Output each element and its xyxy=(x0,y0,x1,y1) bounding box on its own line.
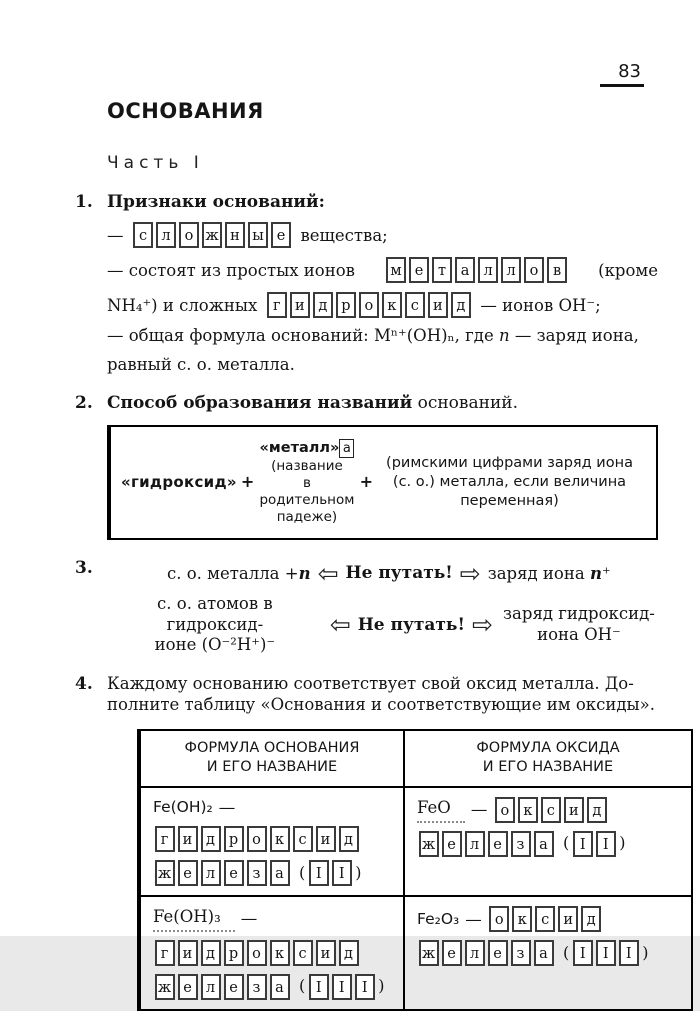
letter-box: и xyxy=(564,797,584,823)
item-number: 3. xyxy=(75,557,93,578)
dash: — xyxy=(470,800,488,820)
task-1-heading: Признаки оснований: xyxy=(107,192,325,213)
page-number: 83 xyxy=(600,60,644,87)
header-text: И ЕГО НАЗВАНИЕ xyxy=(482,759,614,776)
arrow-right-icon: ⇨ xyxy=(471,610,493,640)
paren-close: ) xyxy=(642,942,649,962)
math-n: n xyxy=(298,563,311,583)
item-number: 4. xyxy=(75,673,93,694)
letter-box: и xyxy=(178,940,198,966)
task-3 xyxy=(75,557,658,656)
line-text: вещества; xyxy=(300,225,388,245)
task-4 xyxy=(75,673,658,1011)
letter-box: л xyxy=(465,940,485,966)
letter-box: ж xyxy=(419,940,439,966)
letter-box-word xyxy=(153,940,360,966)
letter-box: с xyxy=(541,797,561,823)
table-header-oxide xyxy=(405,731,691,788)
formula-line xyxy=(153,906,391,931)
letter-box: д xyxy=(587,797,607,823)
warn-label: Не путать! xyxy=(345,563,453,584)
task-1 xyxy=(75,191,658,375)
term-text: с. о. атомов в гидроксид- xyxy=(157,593,273,634)
scheme-charge-note xyxy=(377,454,642,511)
letter-box: к xyxy=(382,292,402,318)
name-line-1 xyxy=(153,940,391,966)
letter-box: к xyxy=(518,797,538,823)
superscript: ⁺ xyxy=(601,563,611,583)
letter-box: е xyxy=(178,860,198,886)
letter-box: с xyxy=(535,906,555,932)
letter-box: о xyxy=(359,292,379,318)
roman-box-word xyxy=(307,860,353,886)
letter-box: т xyxy=(432,257,452,283)
letter-box: I xyxy=(573,940,593,966)
table-header-base xyxy=(141,731,405,788)
heading-rest: оснований. xyxy=(412,393,519,414)
letter-box: д xyxy=(339,826,359,852)
letter-box-word xyxy=(385,257,569,283)
letter-box: а xyxy=(270,974,290,1000)
paren-open: ( xyxy=(563,833,570,853)
letter-box: I xyxy=(332,860,352,886)
task-1-line-4 xyxy=(107,325,658,346)
left-term xyxy=(107,594,323,656)
oxide-table xyxy=(137,729,693,1011)
header-text: ФОРМУЛА ОКСИДА xyxy=(476,739,620,756)
letter-box: I xyxy=(309,860,329,886)
task-4-text-line-1: Каждому основанию соответствует свой оксид металла. До- xyxy=(107,673,634,693)
dash: — xyxy=(218,797,236,817)
scheme-metal xyxy=(258,439,355,526)
letter-box: л xyxy=(501,257,521,283)
scheme-hydroxide: «гидроксид» xyxy=(121,472,237,491)
letter-box: ж xyxy=(155,974,175,1000)
letter-box: I xyxy=(355,974,375,1000)
letter-box: а xyxy=(534,940,554,966)
letter-box: ы xyxy=(248,222,268,248)
task-1-line-3 xyxy=(107,292,658,318)
letter-box-word xyxy=(265,292,472,318)
term-text: ионе (O⁻²H⁺)⁻ xyxy=(154,635,276,655)
task-2-heading xyxy=(107,392,658,414)
math-n: n xyxy=(589,563,602,583)
plus-sign: + xyxy=(240,472,255,492)
scheme-note: (римскими цифрами заряд иона xyxy=(386,455,633,472)
letter-box: р xyxy=(224,940,244,966)
letter-box: с xyxy=(293,826,313,852)
letter-box: I xyxy=(573,831,593,857)
letter-box: д xyxy=(201,826,221,852)
term-text: заряд гидроксид- xyxy=(503,604,655,624)
dont-confuse-row-1 xyxy=(107,558,658,588)
letter-box: а xyxy=(455,257,475,283)
letter-box-word xyxy=(417,940,555,966)
scheme-note: в родительном xyxy=(259,475,355,509)
paren-open: ( xyxy=(299,862,306,882)
letter-box: л xyxy=(478,257,498,283)
paren-close: ) xyxy=(355,862,362,882)
naming-scheme-box xyxy=(107,425,658,540)
letter-box: з xyxy=(511,940,531,966)
task-1-line-1 xyxy=(107,222,658,248)
header-text: ФОРМУЛА ОСНОВАНИЯ xyxy=(184,739,360,756)
letter-box: I xyxy=(619,940,639,966)
table-row-2-base xyxy=(141,897,405,1008)
formula-text: Fe₂O₃ xyxy=(417,910,460,929)
roman-box-word xyxy=(571,831,617,857)
task-1-line-5: равный с. о. металла. xyxy=(107,354,295,374)
letter-box: с xyxy=(133,222,153,248)
table-row-1-oxide xyxy=(405,788,691,897)
line-text: — состоят из простых ионов xyxy=(107,260,355,280)
name-line-1 xyxy=(153,826,391,852)
letter-box: и xyxy=(428,292,448,318)
scheme-note: переменная) xyxy=(460,493,559,510)
letter-box: о xyxy=(524,257,544,283)
letter-box-word xyxy=(153,974,291,1000)
letter-box: р xyxy=(336,292,356,318)
paren-close: ) xyxy=(378,976,385,996)
right-term xyxy=(500,604,658,645)
letter-box: а xyxy=(534,831,554,857)
letter-box: о xyxy=(247,826,267,852)
formula-line xyxy=(417,906,679,932)
letter-box: о xyxy=(489,906,509,932)
scheme-note: (название xyxy=(271,458,343,475)
letter-box: е xyxy=(442,940,462,966)
name-line-2 xyxy=(417,831,679,857)
scheme-note: падеже) xyxy=(276,509,338,526)
letter-box-word xyxy=(153,860,291,886)
metal-word: «металл» xyxy=(259,440,340,457)
line-text: NH₄⁺) и сложных xyxy=(107,295,258,315)
letter-box: к xyxy=(512,906,532,932)
header-text: И ЕГО НАЗВАНИЕ xyxy=(206,759,338,776)
letter-box: е xyxy=(488,831,508,857)
formula-line xyxy=(417,797,679,823)
letter-box: д xyxy=(451,292,471,318)
letter-box: с xyxy=(405,292,425,318)
letter-box-word xyxy=(488,906,603,932)
letter-box: а xyxy=(339,439,354,458)
letter-box: ж xyxy=(419,831,439,857)
letter-box: ж xyxy=(155,860,175,886)
dont-confuse-row-2 xyxy=(107,594,658,656)
right-term xyxy=(488,563,611,584)
line-text: — заряд иона, xyxy=(509,326,639,346)
letter-box: л xyxy=(201,974,221,1000)
arrow-right-icon: ⇨ xyxy=(459,558,481,588)
letter-box: и xyxy=(316,940,336,966)
letter-box: г xyxy=(155,826,175,852)
letter-box: е xyxy=(224,974,244,1000)
filled-answer: FeO xyxy=(417,797,465,822)
paren-close: ) xyxy=(619,833,626,853)
letter-box: I xyxy=(332,974,352,1000)
item-number: 1. xyxy=(75,192,93,213)
dash: — xyxy=(465,909,482,929)
letter-box: в xyxy=(547,257,567,283)
letter-box: д xyxy=(313,292,333,318)
letter-box: м xyxy=(386,257,406,283)
line-text: — ионов OH⁻; xyxy=(480,295,601,315)
letter-box: д xyxy=(339,940,359,966)
paren-open: ( xyxy=(299,976,306,996)
letter-box: л xyxy=(156,222,176,248)
letter-box: о xyxy=(495,797,515,823)
letter-box: е xyxy=(488,940,508,966)
letter-box: з xyxy=(247,860,267,886)
task-2 xyxy=(75,392,658,540)
letter-box: л xyxy=(465,831,485,857)
term-text: иона OH⁻ xyxy=(537,624,621,644)
name-line-2 xyxy=(417,940,679,966)
letter-box: о xyxy=(179,222,199,248)
term-text: с. о. металла + xyxy=(167,563,299,583)
item-number: 2. xyxy=(75,393,93,414)
line-text: (кроме xyxy=(598,260,658,280)
left-term xyxy=(167,563,311,584)
arrow-left-icon: ⇦ xyxy=(329,610,351,640)
letter-box: г xyxy=(267,292,287,318)
letter-box: I xyxy=(596,940,616,966)
heading-bold: Способ образования названий xyxy=(107,393,413,414)
math-n: n xyxy=(498,326,510,346)
letter-box: и xyxy=(290,292,310,318)
letter-box: I xyxy=(596,831,616,857)
task-4-text-line-2: полните таблицу «Основания и соответствующие им оксиды». xyxy=(107,695,655,715)
letter-box: и xyxy=(178,826,198,852)
letter-box-word xyxy=(132,222,293,248)
letter-box: к xyxy=(270,826,290,852)
letter-box: д xyxy=(581,906,601,932)
letter-box: г xyxy=(155,940,175,966)
filled-answer: Fe(OH)₃ xyxy=(153,906,235,931)
letter-box: к xyxy=(270,940,290,966)
letter-box: и xyxy=(316,826,336,852)
letter-box: ж xyxy=(202,222,222,248)
formula-text: Fe(OH)₂ xyxy=(153,798,213,817)
letter-box: з xyxy=(511,831,531,857)
dash: — xyxy=(107,225,124,245)
letter-box: с xyxy=(293,940,313,966)
part-label: Часть I xyxy=(107,153,204,174)
paren-open: ( xyxy=(563,942,570,962)
formula-line xyxy=(153,797,391,818)
name-line-2 xyxy=(153,860,391,886)
letter-box-word xyxy=(417,831,555,857)
letter-box: е xyxy=(442,831,462,857)
letter-box-word xyxy=(493,797,608,823)
arrow-left-icon: ⇦ xyxy=(317,558,339,588)
letter-box: р xyxy=(224,826,244,852)
letter-box-word xyxy=(153,826,360,852)
letter-box: I xyxy=(309,974,329,1000)
warn-label: Не путать! xyxy=(357,614,465,635)
letter-box: н xyxy=(225,222,245,248)
letter-box: а xyxy=(270,860,290,886)
letter-box: е xyxy=(409,257,429,283)
letter-box: и xyxy=(558,906,578,932)
dash: — xyxy=(240,909,258,929)
table-row-2-oxide xyxy=(405,897,691,1008)
scheme-note: (с. о.) металла, если величина xyxy=(392,474,627,491)
letter-box: о xyxy=(247,940,267,966)
letter-box: з xyxy=(247,974,267,1000)
term-text: заряд иона xyxy=(487,563,590,583)
letter-box: е xyxy=(224,860,244,886)
plus-sign: + xyxy=(359,472,373,492)
table-row-1-base xyxy=(141,788,405,897)
roman-box-word xyxy=(571,940,640,966)
letter-box: е xyxy=(271,222,291,248)
letter-box: л xyxy=(201,860,221,886)
task-1-line-2 xyxy=(107,257,658,283)
line-text: — общая формула оснований: Mⁿ⁺(OH)ₙ, где xyxy=(107,326,499,346)
letter-box: е xyxy=(178,974,198,1000)
name-line-2 xyxy=(153,974,391,1000)
roman-box-word xyxy=(307,974,376,1000)
letter-box: д xyxy=(201,940,221,966)
chapter-title: ОСНОВАНИЯ xyxy=(107,99,264,123)
